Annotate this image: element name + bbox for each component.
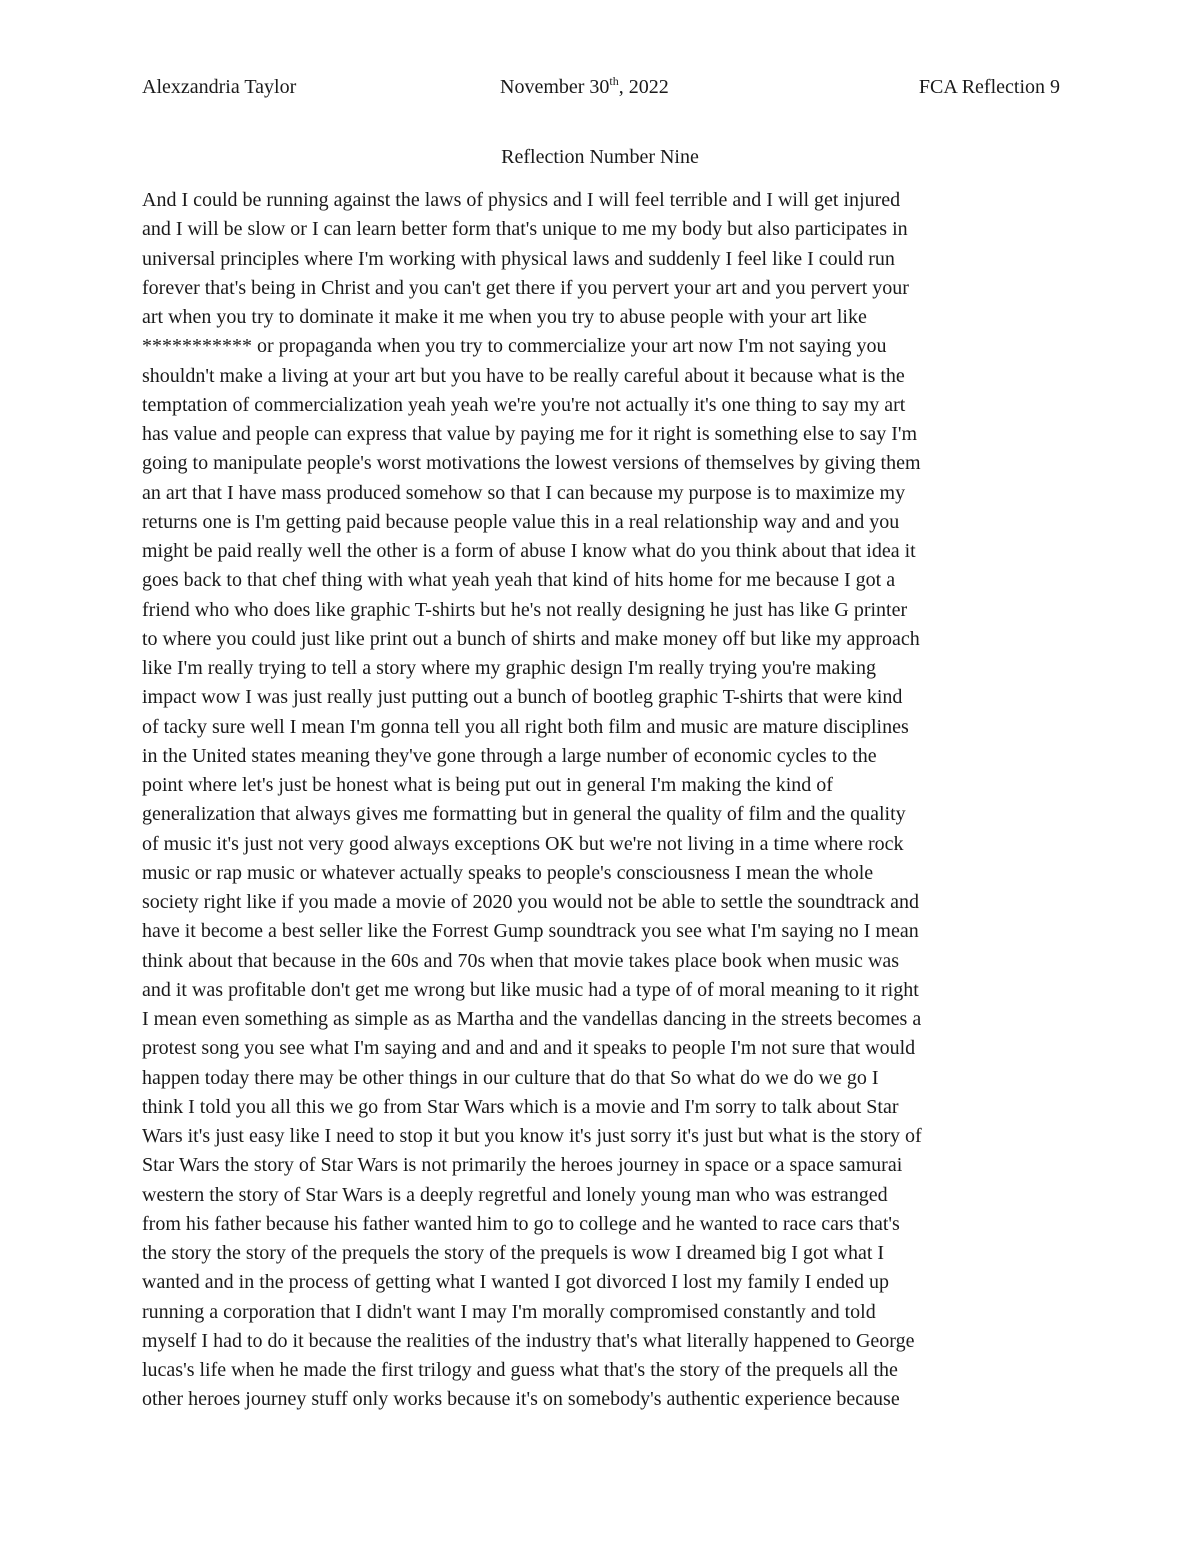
document-date bbox=[500, 72, 669, 102]
body-line: temptation of commercialization yeah yeah we're you're not actually it's one thing to say my art bbox=[142, 393, 906, 416]
body-line: like I'm really trying to tell a story where my graphic design I'm really trying you're making bbox=[142, 657, 876, 679]
body-line: going to manipulate people's worst motivations the lowest versions of themselves by giving them bbox=[142, 452, 921, 475]
body-line: universal principles where I'm working with physical laws and suddenly I feel like I could run bbox=[142, 247, 895, 270]
body-line: western the story of Star Wars is a deeply regretful and lonely young man who was estranged bbox=[142, 1183, 888, 1206]
body-line: an art that I have mass produced somehow so that I can because my purpose is to maximize my bbox=[142, 481, 906, 504]
body-line: have it become a best seller like the Forrest Gump soundtrack you see what I'm saying no I mean bbox=[142, 920, 919, 943]
body-line: forever that's being in Christ and you can't get there if you pervert your art and you pervert your bbox=[142, 276, 909, 299]
body-line: I mean even something as simple as as Martha and the vandellas dancing in the streets becomes a bbox=[142, 1008, 922, 1030]
body-line: shouldn't make a living at your art but you have to be really careful about it because what is the bbox=[142, 364, 905, 387]
body-line: running a corporation that I didn't want I may I'm morally compromised constantly and told bbox=[142, 1300, 876, 1323]
body-line: lucas's life when he made the first trilogy and guess what that's the story of the prequels all the bbox=[142, 1359, 898, 1381]
document-title: Reflection Number Nine bbox=[501, 146, 699, 168]
body-line: generalization that always gives me formatting but in general the quality of film and the quality bbox=[142, 803, 906, 826]
body-line: society right like if you made a movie of 2020 you would not be able to settle the soundtrack and bbox=[142, 891, 920, 913]
body-paragraph bbox=[142, 186, 1062, 1415]
author-name: Alexzandria Taylor bbox=[142, 76, 297, 98]
body-line: goes back to that chef thing with what yeah yeah that kind of hits home for me because I got a bbox=[142, 569, 896, 592]
body-line: point where let's just be honest what is being put out in general I'm making the kind of bbox=[142, 774, 833, 796]
body-line: think I told you all this we go from Star Wars which is a movie and I'm sorry to talk about Star bbox=[142, 1095, 899, 1118]
body-line: *********** or propaganda when you try to commercialize your art now I'm not saying you bbox=[142, 335, 887, 358]
body-line: art when you try to dominate it make it me when you try to abuse people with your art like bbox=[142, 306, 867, 328]
body-line: music or rap music or whatever actually speaks to people's consciousness I mean the whole bbox=[142, 861, 874, 884]
page-header bbox=[142, 72, 1060, 102]
body-line: in the United states meaning they've gone through a large number of economic cycles to the bbox=[142, 744, 877, 767]
date-ordinal-suffix: th bbox=[609, 74, 619, 88]
body-line: think about that because in the 60s and 70s when that movie takes place book when music was bbox=[142, 949, 900, 972]
body-line: myself I had to do it because the realities of the industry that's what literally happened to George bbox=[142, 1329, 915, 1352]
date-year: , 2022 bbox=[618, 76, 669, 98]
body-line: happen today there may be other things in our culture that do that So what do we do we go I bbox=[142, 1066, 879, 1089]
body-line: Star Wars the story of Star Wars is not primarily the heroes journey in space or a space samurai bbox=[142, 1154, 903, 1177]
body-line: wanted and in the process of getting what I wanted I got divorced I lost my family I ended up bbox=[142, 1271, 890, 1294]
body-line: Wars it's just easy like I need to stop it but you know it's just sorry it's just but what is the story of bbox=[142, 1125, 922, 1147]
body-line: to where you could just like print out a bunch of shirts and make money off but like my approach bbox=[142, 627, 920, 650]
body-line: of tacky sure well I mean I'm gonna tell you all right both film and music are mature disciplines bbox=[142, 715, 909, 738]
body-line: And I could be running against the laws of physics and I will feel terrible and I will get injured bbox=[142, 189, 901, 211]
body-line: the story the story of the prequels the story of the prequels is wow I dreamed big I got what I bbox=[142, 1242, 885, 1264]
body-line: from his father because his father wanted him to go to college and he wanted to race cars that's bbox=[142, 1212, 900, 1235]
course-label: FCA Reflection 9 bbox=[918, 76, 1060, 98]
body-line: protest song you see what I'm saying and and and and it speaks to people I'm not sure that would bbox=[142, 1037, 916, 1060]
body-line: and it was profitable don't get me wrong but like music had a type of of moral meaning to it right bbox=[142, 978, 919, 1001]
body-line: of music it's just not very good always exceptions OK but we're not living in a time where rock bbox=[142, 832, 904, 855]
body-line: returns one is I'm getting paid because people value this in a real relationship way and and you bbox=[142, 510, 900, 533]
body-line: other heroes journey stuff only works because it's on somebody's authentic experience because bbox=[142, 1388, 900, 1411]
body-line: friend who who does like graphic T-shirts but he's not really designing he just has like G printer bbox=[142, 598, 908, 621]
date-month-day: November 30 bbox=[500, 76, 610, 98]
body-line: has value and people can express that value by paying me for it right is something else to say I'm bbox=[142, 423, 918, 445]
body-line: impact wow I was just really just putting out a bunch of bootleg graphic T-shirts that were kind bbox=[142, 686, 903, 709]
body-line: and I will be slow or I can learn better form that's unique to me my body but also participates in bbox=[142, 218, 908, 241]
body-line: might be paid really well the other is a form of abuse I know what do you think about that idea it bbox=[142, 540, 916, 562]
